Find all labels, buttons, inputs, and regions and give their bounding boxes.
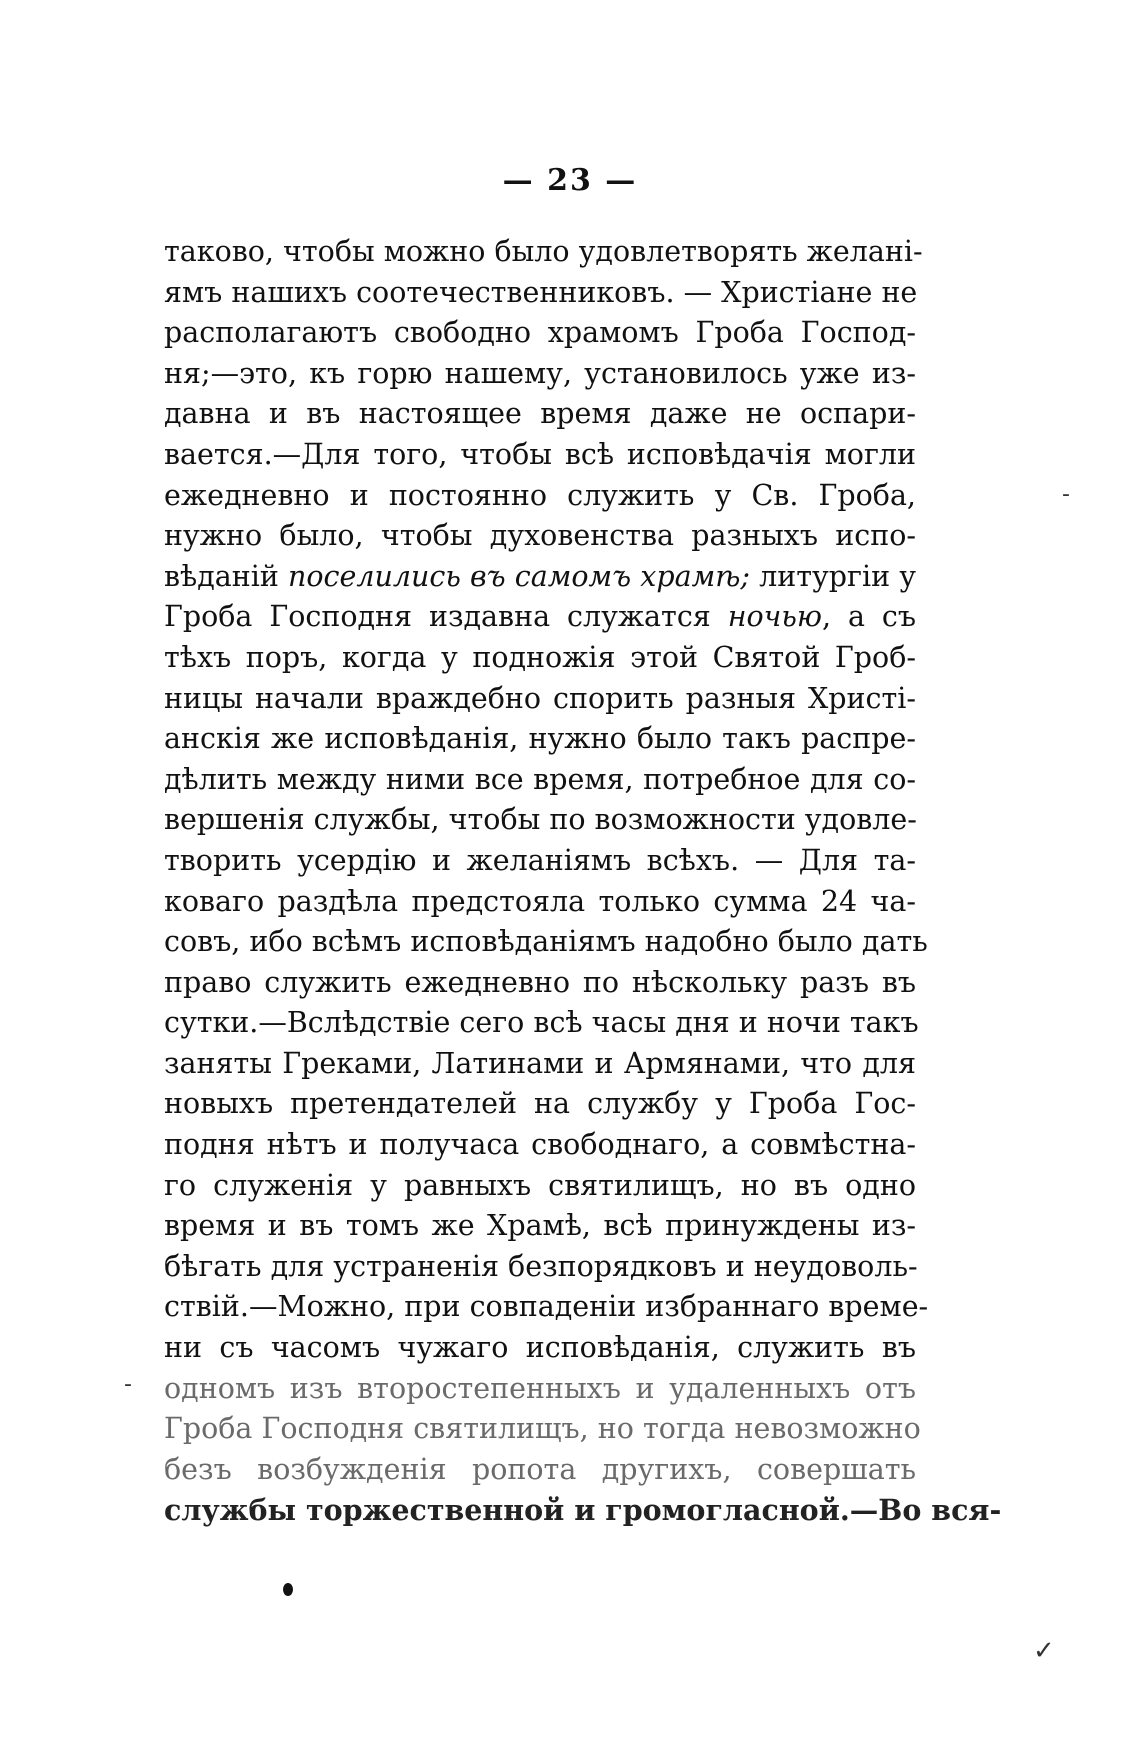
text-line: тѣхъ поръ, когда у подножія этой Святой Гроб- xyxy=(164,640,916,674)
margin-mark: ✓ xyxy=(1033,1636,1055,1666)
text-line: заняты Греками, Латинами и Армянами, что для xyxy=(164,1046,916,1080)
text-line: располагаютъ свободно храмомъ Гроба Господ- xyxy=(164,316,916,350)
text-line: ствій.—Можно, при совпаденіи избраннаго време- xyxy=(164,1290,929,1324)
text-line: го служенія у равныхъ святилищъ, но въ одно xyxy=(164,1168,916,1202)
text-line: бѣгать для устраненія безпорядковъ и неудоволь- xyxy=(164,1249,918,1283)
text-line: сутки.—Вслѣдствіе сего всѣ часы дня и ночи такъ xyxy=(164,1006,919,1040)
text-line: творить усердію и желаніямъ всѣхъ. — Для та- xyxy=(164,843,916,877)
text-line: одномъ изъ второстепенныхъ и удаленныхъ отъ xyxy=(164,1371,916,1405)
text-line: право служить ежедневно по нѣскольку разъ въ xyxy=(164,965,916,999)
text-line: безъ возбужденія ропота другихъ, совершать xyxy=(164,1452,916,1486)
text-line: подня нѣтъ и получаса свободнаго, а совмѣстна- xyxy=(164,1128,916,1162)
italic-phrase: поселились въ самомъ храмѣ; xyxy=(288,559,750,593)
text-line: новыхъ претендателей на службу у Гроба Гос- xyxy=(164,1087,916,1121)
text-line: давна и въ настоящее время даже не оспари- xyxy=(164,397,916,431)
text-line: ежедневно и постоянно служить у Св. Гроба, xyxy=(164,478,916,512)
text-line: ня;—это, къ горю нашему, установилось уже из- xyxy=(164,356,916,390)
text-line: время и въ томъ же Храмѣ, всѣ принуждены из- xyxy=(164,1209,916,1243)
text-line: коваго раздѣла предстояла только сумма 24 ча- xyxy=(164,884,916,918)
text-line: дѣлить между ними все время, потребное для со- xyxy=(164,762,916,796)
text-line: ницы начали враждебно спорить разныя Христі- xyxy=(164,681,916,715)
text-line: Гроба Господня издавна служатся ночью, а съ xyxy=(164,600,916,634)
text-line: ни съ часомъ чужаго исповѣданія, служить въ xyxy=(164,1331,916,1365)
text-line: Гроба Господня святилищъ, но тогда невозможно xyxy=(164,1412,921,1446)
text-line: ямъ нашихъ соотечественниковъ. — Христіане не xyxy=(164,275,918,309)
text-line: службы торжественной и громогласной.—Во вся- xyxy=(164,1493,1002,1528)
text-line: нужно было, чтобы духовенства разныхъ испо- xyxy=(164,519,916,553)
page-number: — 23 — xyxy=(502,163,638,198)
text-line: совъ, ибо всѣмъ исповѣданіямъ надобно было дать xyxy=(164,925,928,959)
text-line: вершенія службы, чтобы по возможности удовле- xyxy=(164,803,917,837)
ink-dot xyxy=(283,1583,293,1596)
margin-mark: - xyxy=(124,1372,132,1397)
text-line: вѣданій поселились въ самомъ храмѣ; литургіи у xyxy=(164,559,917,593)
text-line: анскія же исповѣданія, нужно было такъ распре- xyxy=(164,722,916,756)
text-line: вается.—Для того, чтобы всѣ исповѣдачія могли xyxy=(164,437,916,471)
body-text xyxy=(164,232,1002,1531)
text-line: таково, чтобы можно было удовлетворять желані- xyxy=(164,235,923,268)
italic-phrase: ночью xyxy=(727,600,822,634)
margin-mark: - xyxy=(1062,482,1070,507)
